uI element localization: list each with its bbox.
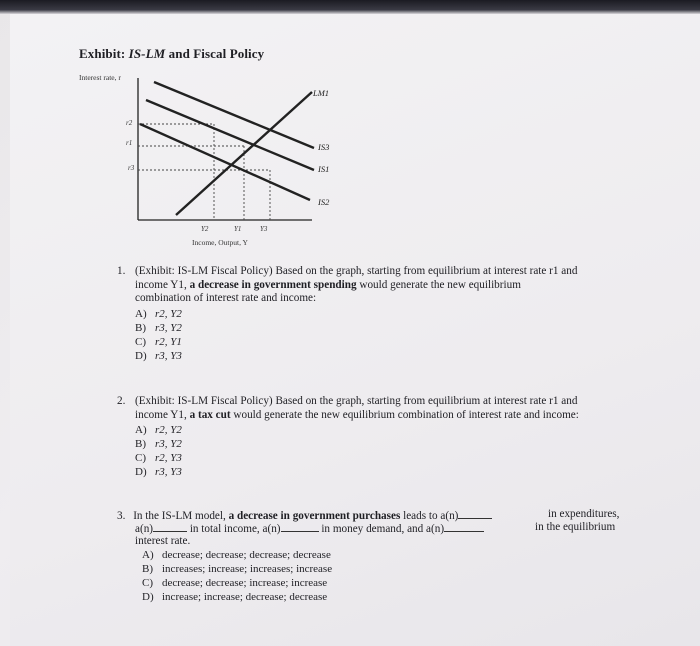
q3-option-b[interactable]: B) increases; increase; increases; increase [142, 563, 333, 575]
y-axis-label: Interest rate, r [79, 73, 121, 82]
lm1-curve [176, 92, 312, 215]
question-number: 1. [117, 265, 126, 277]
blank-4[interactable] [444, 521, 484, 532]
q3-option-a[interactable]: A) decrease; decrease; decrease; decrease [142, 549, 331, 561]
question-text-line2: income Y1, a decrease in government spending would generate the new equilibrium [135, 278, 521, 291]
question-text-line3: combination of interest rate and income: [135, 292, 317, 304]
tick-r1: r1 [126, 139, 133, 147]
q1-option-d[interactable]: D) r3, Y3 [135, 350, 182, 362]
q1-option-c[interactable]: C) r2, Y1 [135, 336, 182, 348]
exhibit-title: Exhibit: IS-LM and Fiscal Policy [79, 46, 265, 61]
q2-option-b[interactable]: B) r3, Y2 [135, 438, 182, 450]
q2-option-d[interactable]: D) r3, Y3 [135, 466, 182, 478]
blank-2[interactable] [153, 521, 187, 532]
question-number: 2. [117, 395, 126, 407]
question-3-line1: 3. In the IS-LM model, a decrease in government purchases leads to a(n) [117, 508, 492, 524]
question-number: 3. [117, 510, 126, 522]
question-3-line3: interest rate. [135, 535, 191, 547]
question-3-right2: in the equilibrium [535, 521, 616, 533]
q1-option-a[interactable]: A) r2, Y2 [135, 308, 182, 320]
q1-option-b[interactable]: B) r3, Y2 [135, 322, 182, 334]
question-text-line1: (Exhibit: IS-LM Fiscal Policy) Based on the graph, starting from equilibrium at interest rate r1 and [135, 265, 578, 277]
q3-option-d[interactable]: D) increase; increase; decrease; decrease [142, 591, 328, 603]
question-text-line2: income Y1, a tax cut would generate the new equilibrium combination of interest rate and income: [135, 408, 579, 421]
q3-option-c[interactable]: C) decrease; decrease; increase; increase [142, 577, 328, 589]
label-lm1: LM1 [313, 88, 330, 98]
blank-3[interactable] [281, 521, 319, 532]
blank-1[interactable] [458, 508, 492, 519]
question-text-line1: (Exhibit: IS-LM Fiscal Policy) Based on the graph, starting from equilibrium at interest rate r1 and [135, 395, 578, 407]
tick-y2: Y2 [201, 225, 209, 233]
label-is2: IS2 [318, 197, 330, 207]
x-axis-label: Income, Output, Y [192, 238, 248, 247]
tick-y3: Y3 [260, 225, 268, 233]
tick-r2: r2 [126, 119, 133, 127]
is1-curve [146, 100, 314, 170]
question-3-right1: in expenditures, [548, 508, 620, 520]
label-is3: IS3 [318, 142, 330, 152]
q2-option-a[interactable]: A) r2, Y2 [135, 424, 182, 436]
q2-option-c[interactable]: C) r2, Y3 [135, 452, 182, 464]
tick-r3: r3 [128, 164, 135, 172]
is3-curve [154, 82, 314, 148]
question-3-line2: a(n) in total income, a(n) in money demand, and a(n) [135, 521, 484, 537]
label-is1: IS1 [318, 164, 330, 174]
tick-y1: Y1 [234, 225, 242, 233]
